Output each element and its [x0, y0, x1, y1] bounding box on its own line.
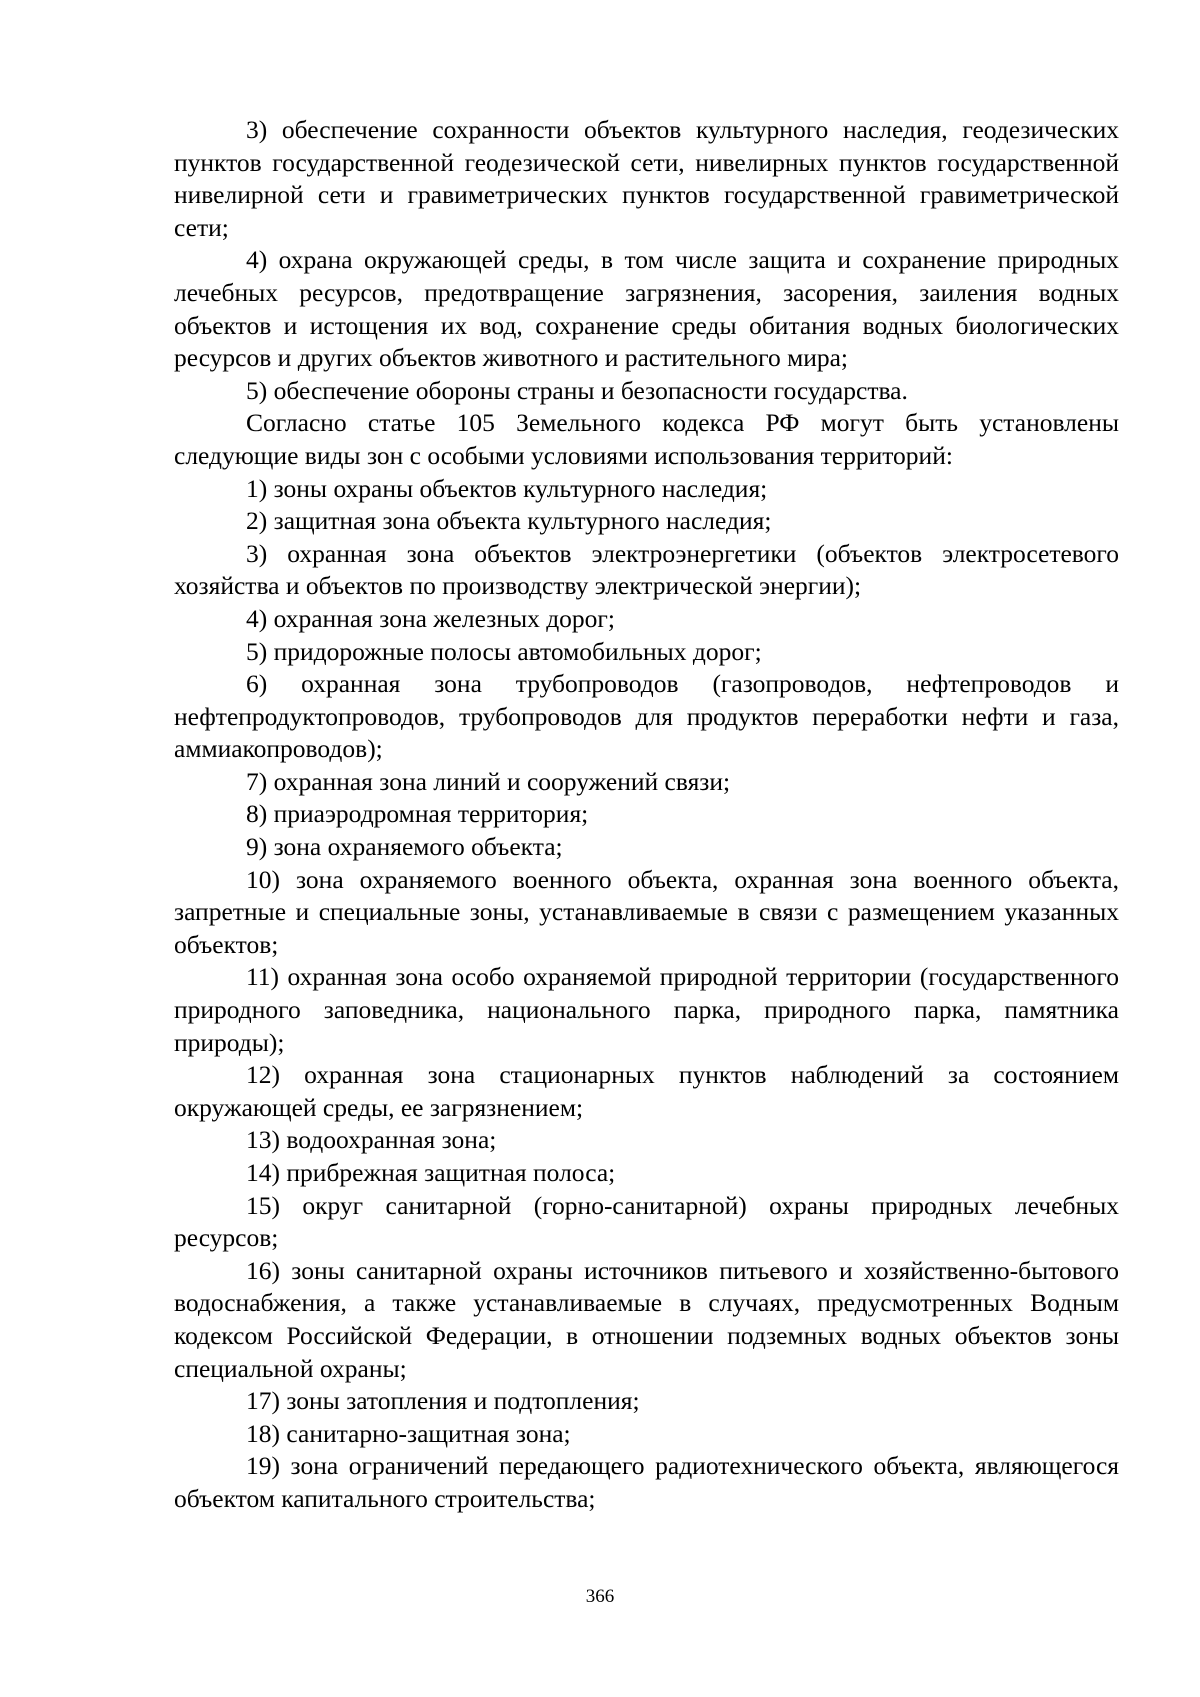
list-item-15: 15) округ санитарной (горно-санитарной) охраны природных лечебных ресурсов; — [174, 1190, 1119, 1253]
paragraph-item-3-cultural-heritage: 3) обеспечение сохранности объектов культурного наследия, геодезических пунктов государственной геодезической сети, нивелирных пунктов государственной нивелирной сети и гравиметрических пунктов государственной гравиметрической сети; — [174, 115, 1119, 242]
list-item-4: 4) охранная зона железных дорог; — [246, 603, 615, 633]
list-item-8: 8) приаэродромная территория; — [246, 799, 589, 829]
list-item-13: 13) водоохранная зона; — [246, 1125, 497, 1155]
paragraph-item-5-defense: 5) обеспечение обороны страны и безопасности государства. — [246, 375, 908, 405]
list-item-16: 16) зоны санитарной охраны источников питьевого и хозяйственно-бытового водоснабжения, а также устанавливаемые в случаях, предусмотренных Водным кодексом Российской Федерации, в отношении подземных водных объектов зоны специальной охраны; — [174, 1255, 1119, 1383]
list-item-6: 6) охранная зона трубопроводов (газопроводов, нефтепроводов и нефтепродуктопроводов, трубопроводов для продуктов переработки нефти и газа, аммиакопроводов); — [174, 669, 1119, 764]
list-item-1: 1) зоны охраны объектов культурного наследия; — [246, 473, 768, 503]
list-item-12: 12) охранная зона стационарных пунктов наблюдений за состоянием окружающей среды, ее загрязнением; — [174, 1060, 1119, 1122]
list-item-17: 17) зоны затопления и подтопления; — [246, 1386, 640, 1416]
list-item-9: 9) зона охраняемого объекта; — [246, 832, 563, 862]
paragraph-item-4-environment: 4) охрана окружающей среды, в том числе защита и сохранение природных лечебных ресурсов, предотвращение загрязнения, засорения, заиления водных объектов и истощения их вод, сохранение среды обитания водных биологических ресурсов и других объектов животного и растительного мира; — [174, 245, 1119, 373]
list-item-5: 5) придорожные полосы автомобильных дорог; — [246, 636, 762, 666]
list-item-11: 11) охранная зона особо охраняемой природной территории (государственного природного заповедника, национального парка, природного парка, памятника природы); — [174, 962, 1119, 1057]
list-item-18: 18) санитарно-защитная зона; — [246, 1418, 571, 1448]
list-item-7: 7) охранная зона линий и сооружений связи; — [246, 766, 731, 796]
list-item-2: 2) защитная зона объекта культурного наследия; — [246, 506, 772, 536]
paragraph-article-105: Согласно статье 105 Земельного кодекса РФ могут быть установлены следующие виды зон с особыми условиями использования территорий: — [174, 408, 1119, 470]
list-item-14: 14) прибрежная защитная полоса; — [246, 1158, 616, 1187]
list-item-19: 19) зона ограничений передающего радиотехнического объекта, являющегося объектом капитального строительства; — [174, 1451, 1119, 1513]
page-number: 366 — [585, 1586, 615, 1607]
list-item-3: 3) охранная зона объектов электроэнергетики (объектов электросетевого хозяйства и объектов по производству электрической энергии); — [174, 538, 1119, 601]
body-text — [174, 114, 1119, 1516]
list-item-10: 10) зона охраняемого военного объекта, охранная зона военного объекта, запретные и специальные зоны, устанавливаемые в связи с размещением указанных объектов; — [174, 864, 1119, 959]
